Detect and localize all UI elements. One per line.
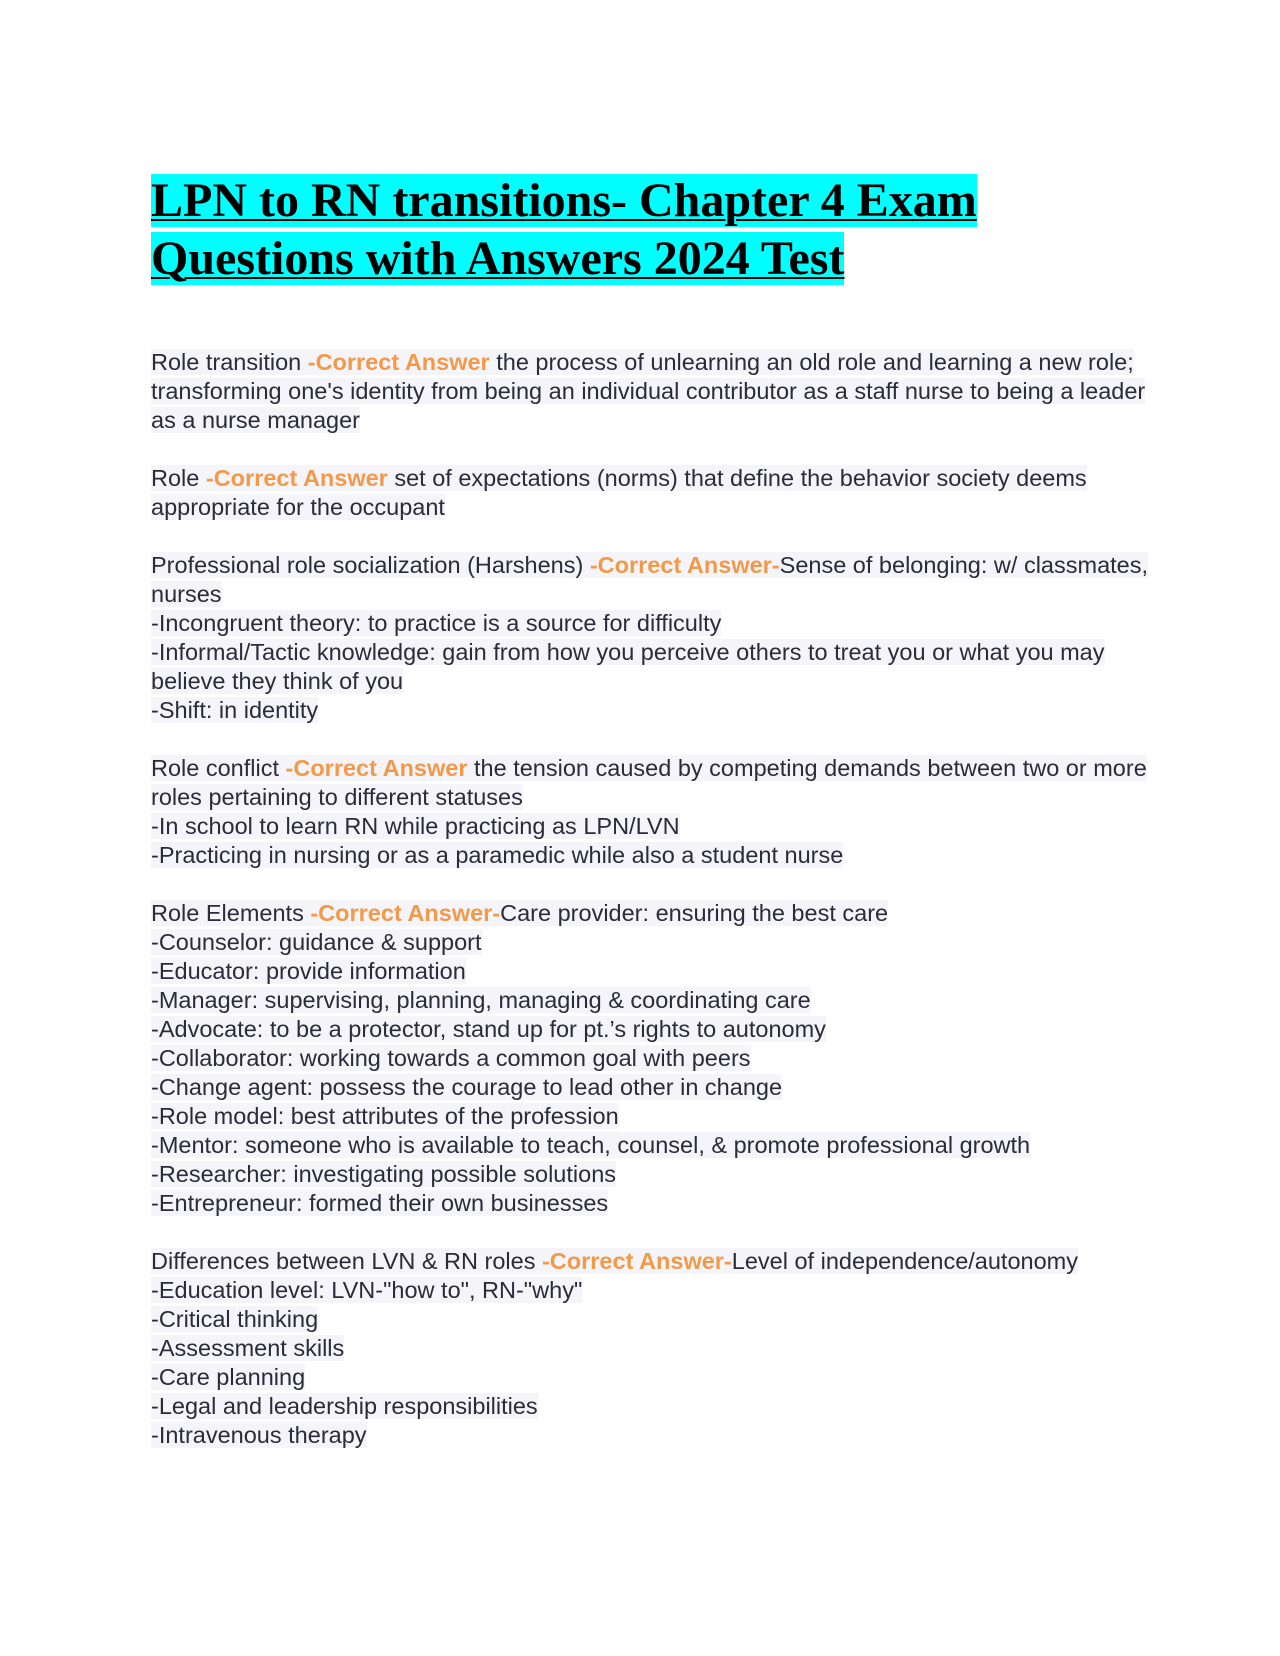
list-item: -Entrepreneur: formed their own businesses: [151, 1190, 609, 1216]
title-line-1: LPN to RN transitions- Chapter 4 Exam: [151, 174, 977, 227]
answer-text: set of expectations (norms) that define the behavior society deems appropriate for the occupant: [151, 465, 1087, 520]
document-title: [151, 172, 1151, 288]
entry-first-line: [151, 348, 1151, 435]
entry-first-line: [151, 754, 1151, 812]
term-text: Role transition: [151, 349, 308, 375]
document-page: [151, 172, 1151, 1479]
list-item: -Counselor: guidance & support: [151, 929, 482, 955]
list-item: -Legal and leadership responsibilities: [151, 1393, 538, 1419]
list-item: -Advocate: to be a protector, stand up for pt.’s rights to autonomy: [151, 1016, 826, 1042]
list-item: -Care planning: [151, 1364, 306, 1390]
list-item: -Collaborator: working towards a common goal with peers: [151, 1045, 751, 1071]
list-item: -Researcher: investigating possible solutions: [151, 1161, 617, 1187]
correct-answer-tag: -Correct Answer: [205, 465, 388, 491]
list-item: -Educator: provide information: [151, 958, 466, 984]
answer-text: the tension caused by competing demands between two or more roles pertaining to different statuses: [151, 755, 1147, 810]
list-item: -Practicing in nursing or as a paramedic while also a student nurse: [151, 842, 844, 868]
term-text: Role Elements: [151, 900, 311, 926]
list-item: -Mentor: someone who is available to teach, counsel, & promote professional growth: [151, 1132, 1031, 1158]
entry-first-line: [151, 551, 1151, 609]
entry-first-line: [151, 1247, 1151, 1276]
list-item: -Change agent: possess the courage to lead other in change: [151, 1074, 783, 1100]
term-text: Role: [151, 465, 206, 491]
list-item: -Assessment skills: [151, 1335, 345, 1361]
list-item: -Intravenous therapy: [151, 1422, 367, 1448]
list-item: -Role model: best attributes of the profession: [151, 1103, 619, 1129]
list-item: -In school to learn RN while practicing as LPN/LVN: [151, 813, 680, 839]
answer-text: Level of independence/autonomy: [731, 1248, 1079, 1274]
correct-answer-tag: -Correct Answer: [307, 349, 490, 375]
title-line-2: Questions with Answers 2024 Test: [151, 232, 845, 285]
qa-entry-role: [151, 464, 1151, 522]
qa-entries: [151, 348, 1151, 1450]
qa-entry-professional-role-socialization: [151, 551, 1151, 725]
correct-answer-tag: -Correct Answer-: [310, 900, 501, 926]
entry-first-line: [151, 464, 1151, 522]
list-item: -Informal/Tactic knowledge: gain from how you perceive others to treat you or what you may believe they think of you: [151, 639, 1105, 694]
qa-entry-role-transition: [151, 348, 1151, 435]
entry-first-line: [151, 899, 1151, 928]
answer-text: the process of unlearning an old role and learning a new role; transforming one's identity from being an individual contributor as a staff nurse to being a leader as a nurse manager: [151, 349, 1146, 433]
list-item: -Shift: in identity: [151, 697, 319, 723]
qa-entry-role-elements: [151, 899, 1151, 1218]
list-item: -Critical thinking: [151, 1306, 319, 1332]
correct-answer-tag: -Correct Answer-: [541, 1248, 732, 1274]
term-text: Professional role socialization (Harshens): [151, 552, 590, 578]
answer-text: Care provider: ensuring the best care: [500, 900, 889, 926]
qa-entry-role-conflict: [151, 754, 1151, 870]
term-text: Differences between LVN & RN roles: [151, 1248, 542, 1274]
list-item: -Incongruent theory: to practice is a source for difficulty: [151, 610, 722, 636]
qa-entry-lvn-rn-differences: [151, 1247, 1151, 1450]
list-item: -Manager: supervising, planning, managing & coordinating care: [151, 987, 811, 1013]
correct-answer-tag: -Correct Answer: [285, 755, 468, 781]
term-text: Role conflict: [151, 755, 286, 781]
list-item: -Education level: LVN-"how to", RN-"why": [151, 1277, 583, 1303]
answer-text: Sense of belonging: w/ classmates, nurses: [151, 552, 1149, 607]
correct-answer-tag: -Correct Answer-: [589, 552, 780, 578]
